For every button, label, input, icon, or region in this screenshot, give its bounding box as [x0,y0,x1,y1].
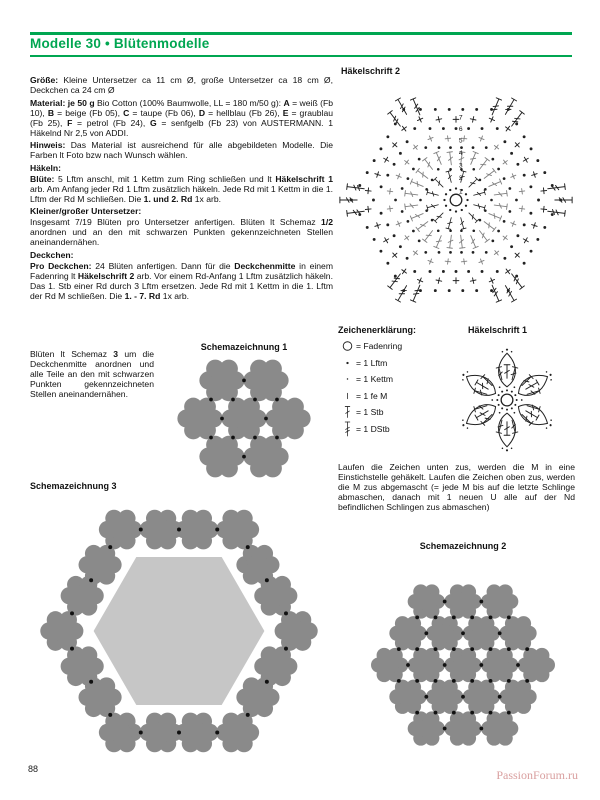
legend-rows [338,338,446,437]
schemazeichnung-1-diagram [158,354,330,484]
heading-untersetzer: Kleiner/großer Untersetzer: [30,206,142,216]
legend-item [338,404,446,421]
heading-deckchen: Deckchen: [30,249,74,260]
schemazeichnung-3-diagram [24,492,334,770]
legend-item [338,371,446,388]
legend-label: = 1 DStb [356,423,390,434]
fem-icon [338,387,356,405]
paragraph-untersetzer: Insgesamt 7/19 Blüten pro Untersetzer anfertigen. Blüten lt Schemaz 1/2 anordnen und an den mit schwarzen Punkten gekennzeichneten Stellen aneinandernähen. [30,217,333,247]
svg-text:5: 5 [458,137,463,145]
paragraph-bluete: Blüte: 5 Lftm anschl, mit 1 Kettm zum Ring schließen und lt Häkelschrift 1 arb. Am Anfang jeder Rd 1 Lftm zusätzlich häkeln. Jede Rd mit 1 Kettm in die 1. Lftm der Rd M schließen. Die 1. und 2. Rd 1x arb. [30,173,333,204]
legend-label: = 1 Lftm [356,357,388,368]
schemazeichnung-3-label: Schemazeichnung 3 [30,481,117,491]
instructions-column [30,75,333,303]
svg-text:3: 3 [458,162,463,170]
svg-text:7: 7 [458,114,463,122]
header-rule-bottom [30,55,572,57]
svg-text:6: 6 [458,125,463,133]
haekelschrift-1-chart [446,339,568,461]
lftm-icon [338,354,356,372]
svg-text:1: 1 [458,188,463,196]
symbol-note: Laufen die Zeichen unten zus, werden die M in eine Einstichstelle gehäkelt. Laufen die Zeichen oben zus, werden die M zus abgemascht (= jede M bis auf die letzte Schlinge abmaschen, danach mit 1 neuen U alle auf der Nd befindlichen Schlingen zus abmaschen) [338,462,575,512]
paragraph-material: Material: je 50 g Bio Cotton (100% Baumwolle, LL = 180 m/50 g): A = weiß (Fb 10), B = beige (Fb 05), C = taupe (Fb 06), D = hellblau (Fb 26), E = graublau (Fb 25), F = petrol (Fb 24), G = senfgelb (Fb 23) von AUSTERMANN. 1 Häkelnd Nr 2,5 von ADDI. [30,97,334,138]
paragraph-pro-deckchen: Pro Deckchen: 24 Blüten anfertigen. Dann für die Deckchenmitte in einem Fadenring lt Häkelschrift 2 arb. Vor einem Rd-Anfang 1 Lftm zusätzlich häkeln. Das 1. Stb einer Rd durch 3 Lftm ersetzen. Jede Rd mit 1 Kettm in die 1. Lftm der Rd M schließen. Die 1. - 7. Rd 1x arb. [30,260,333,301]
page-number: 88 [28,764,39,774]
heading-haekeln: Häkeln: [30,162,62,173]
haekelschrift-1-label: Häkelschrift 1 [468,325,528,335]
legend-item [338,338,446,355]
svg-text:2: 2 [458,174,463,182]
header-rule-top [30,32,572,35]
haekelschrift-2-chart [337,79,575,321]
fadenring-icon [338,337,356,355]
schemazeichnung-2-label: Schemazeichnung 2 [419,541,507,551]
legend-label: = 1 fe M [356,390,388,401]
page-title: Modelle 30 • Blütenmodelle [30,36,210,51]
legend-item [338,355,446,372]
watermark: PassionForum.ru [496,768,578,782]
schemazeichnung-2-diagram [352,554,574,776]
kettm-icon [338,370,356,388]
paragraph-hinweis: Hinweis: Das Material ist ausreichend für alle abgebildeten Modelle. Die Farben lt Foto bzw nach Wunsch wählen. [30,140,333,160]
paragraph-schemaz3-hinweis: Blüten lt Schemaz 3 um die Deckchenmitte anordnen und alle Teile an den mit schwarzen Punkten gekennzeichneten Stellen aneinandernähen. [30,349,154,399]
legend-item [338,421,446,438]
schemazeichnung-1-label: Schemazeichnung 1 [200,342,288,352]
dstb-icon [338,420,356,438]
stb-icon [338,403,356,421]
legend-label: = 1 Kettm [356,374,394,385]
legend-label: = 1 Stb [356,407,384,418]
zeichenerklaerung [338,325,446,437]
legend-item [338,388,446,405]
haekelschrift-2-label: Häkelschrift 2 [341,66,401,76]
zeichenerklaerung-title: Zeichenerklärung: [338,325,417,335]
svg-text:4: 4 [458,149,463,157]
legend-label: = Fadenring [356,341,403,352]
paragraph-groesse: Größe: Kleine Untersetzer ca 11 cm Ø, große Untersetzer ca 18 cm Ø, Deckchen ca 24 cm Ø [30,75,333,95]
